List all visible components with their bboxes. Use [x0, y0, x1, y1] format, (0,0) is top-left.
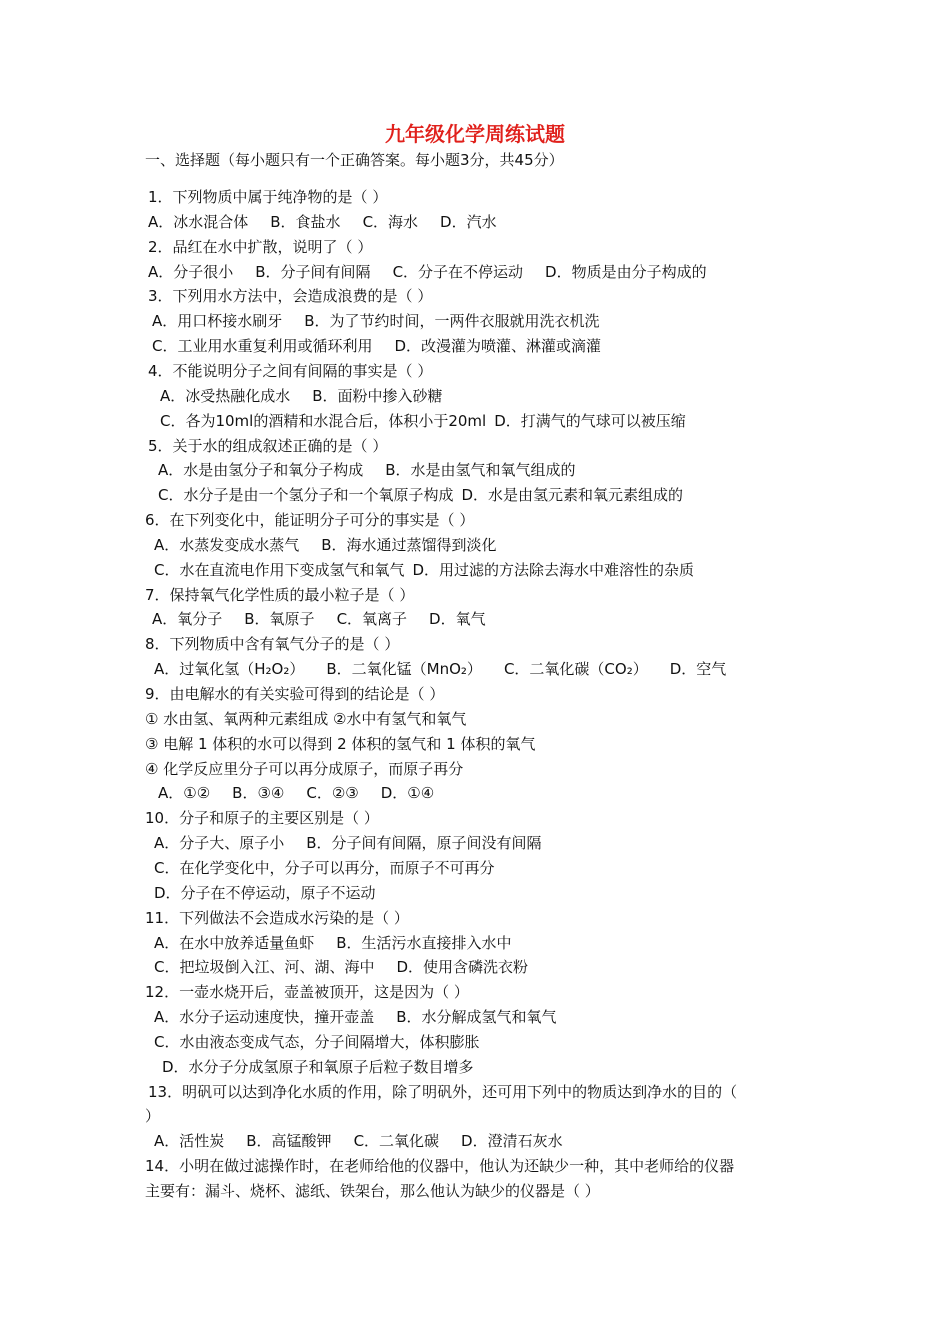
answer-option: C．各为10ml的酒精和水混合后，体积小于20ml [160, 411, 487, 430]
answer-option: C．分子在不停运动 [392, 262, 524, 281]
answer-option: C．二氧化碳（CO₂） [503, 660, 648, 679]
answer-options [154, 957, 824, 977]
answer-options [154, 933, 824, 953]
answer-options [154, 833, 824, 853]
answer-option: A．冰水混合体 [148, 212, 249, 231]
answer-option: B．分子间有间隔，原子间没有间隔 [306, 834, 542, 853]
answer-options [154, 1007, 824, 1027]
answer-option: B．氧原子 [244, 610, 315, 629]
answer-options [152, 311, 822, 331]
question-line: 3．下列用水方法中，会造成浪费的是（ ） [148, 287, 433, 306]
answer-option: D．改漫灌为喷灌、淋灌或滴灌 [394, 337, 602, 356]
answer-option: B．高锰酸钾 [246, 1132, 332, 1151]
answer-options [160, 411, 830, 431]
answer-option: A．用口杯接水刷牙 [152, 312, 283, 331]
answer-option: B．食盐水 [270, 212, 341, 231]
answer-option: C．水在直流电作用下变成氢气和氧气 [154, 560, 405, 579]
answer-option: B．水是由氢气和氧气组成的 [385, 461, 576, 480]
answer-option: D．使用含磷洗衣粉 [396, 958, 529, 977]
answer-options [148, 212, 818, 232]
answer-options [154, 535, 824, 555]
answer-option: B．分子间有间隔 [255, 262, 371, 281]
answer-option: D．用过滤的方法除去海水中难溶性的杂质 [412, 560, 695, 579]
question-line: 1．下列物质中属于纯净物的是（ ） [148, 188, 388, 206]
answer-options [148, 262, 818, 282]
answer-options [160, 386, 830, 406]
answer-option: D．澄清石灰水 [461, 1132, 563, 1151]
answer-option: C．海水 [362, 212, 419, 231]
answer-option: B．③④ [232, 784, 285, 803]
question-line: 9．由电解水的有关实验可得到的结论是（ ） [145, 685, 445, 703]
answer-option: B．生活污水直接排入水中 [336, 933, 512, 952]
answer-option: D．打满气的气球可以被压缩 [494, 411, 686, 430]
answer-options [154, 659, 824, 679]
page-title: 九年级化学周练试题 [385, 122, 565, 146]
question-line: D．分子在不停运动，原子不运动 [154, 883, 376, 902]
question-line: ① 水由氢、氧两种元素组成 ②水中有氢气和氧气 [145, 709, 467, 728]
answer-option: A．活性炭 [154, 1132, 225, 1151]
answer-option: C．工业用水重复利用或循环利用 [152, 337, 373, 356]
answer-option: B．二氧化锰（MnO₂） [326, 660, 482, 679]
question-line: 主要有：漏斗、烧杯、滤纸、铁架台，那么他认为缺少的仪器是（ ） [145, 1182, 600, 1200]
answer-option: D．汽水 [440, 212, 497, 231]
answer-options [152, 336, 822, 356]
question-line: 12．一壶水烧开后，壶盖被顶开，这是因为（ ） [145, 983, 469, 1002]
question-line: D．水分子分成氢原子和氧原子后粒子数目增多 [162, 1057, 474, 1076]
question-line: 2．品红在水中扩散，说明了（ ） [148, 237, 373, 256]
answer-option: D．氧气 [429, 610, 486, 629]
answer-options [158, 460, 828, 480]
answer-option: D．水是由氢元素和氧元素组成的 [461, 486, 684, 505]
answer-options [158, 783, 828, 803]
answer-option: B．面粉中掺入砂糖 [312, 386, 443, 405]
question-line: 4．不能说明分子之间有间隔的事实是（ ） [148, 361, 433, 380]
question-line: 7．保持氧气化学性质的最小粒子是（ ） [145, 585, 415, 604]
answer-option: A．①② [158, 784, 211, 803]
answer-option: C．把垃圾倒入江、河、湖、海中 [154, 958, 375, 977]
answer-options [158, 485, 828, 505]
answer-option: C．②③ [306, 784, 359, 803]
answer-option: A．冰受热融化成水 [160, 386, 291, 405]
question-line: 8．下列物质中含有氧气分子的是（ ） [145, 635, 400, 654]
question-line: ③ 电解 1 体积的水可以得到 2 体积的氢气和 1 体积的氧气 [145, 734, 536, 753]
answer-option: A．分子大、原子小 [154, 834, 285, 853]
answer-option: C．二氧化碳 [353, 1132, 440, 1151]
question-line: ） [145, 1107, 161, 1126]
answer-option: B．水分解成氢气和氧气 [396, 1008, 557, 1027]
question-line: C．在化学变化中，分子可以再分，而原子不可再分 [154, 858, 495, 877]
answer-option: B．为了节约时间，一两件衣服就用洗衣机洗 [304, 312, 600, 331]
answer-option: C．水分子是由一个氢分子和一个氧原子构成 [158, 486, 454, 505]
section-heading: 一、选择题（每小题只有一个正确答案。每小题3分，共45分） [145, 151, 564, 169]
answer-options [152, 609, 822, 629]
question-line: 6．在下列变化中，能证明分子可分的事实是（ ） [145, 511, 475, 530]
answer-option: A．分子很小 [148, 262, 234, 281]
answer-option: A．在水中放养适量鱼虾 [154, 933, 315, 952]
answer-option: A．过氧化氢（H₂O₂） [154, 660, 305, 679]
answer-option: B．海水通过蒸馏得到淡化 [321, 535, 497, 554]
answer-option: A．水分子运动速度快，撞开壶盖 [154, 1008, 375, 1027]
answer-option: D．①④ [380, 784, 435, 803]
answer-option: D．物质是由分子构成的 [545, 262, 707, 281]
answer-option: C．氧离子 [336, 610, 408, 629]
answer-option: A．氧分子 [152, 610, 223, 629]
answer-options [154, 560, 824, 580]
answer-options [154, 1131, 824, 1151]
question-line: 10．分子和原子的主要区别是（ ） [145, 809, 379, 828]
question-line: 11．下列做法不会造成水污染的是（ ） [145, 908, 409, 927]
answer-option: D．空气 [669, 660, 727, 679]
answer-option: A．水是由氢分子和氧分子构成 [158, 461, 364, 480]
question-line: C．水由液态变成气态，分子间隔增大，体积膨胀 [154, 1032, 480, 1051]
answer-option: A．水蒸发变成水蒸气 [154, 535, 300, 554]
question-line: 13．明矾可以达到净化水质的作用，除了明矾外，还可用下列中的物质达到净水的目的（ [148, 1082, 738, 1101]
question-line: ④ 化学反应里分子可以再分成原子，而原子再分 [145, 759, 464, 778]
question-line: 5．关于水的组成叙述正确的是（ ） [148, 436, 388, 455]
question-line: 14．小明在做过滤操作时，在老师给他的仪器中，他认为还缺少一种，其中老师给的仪器 [145, 1157, 735, 1176]
